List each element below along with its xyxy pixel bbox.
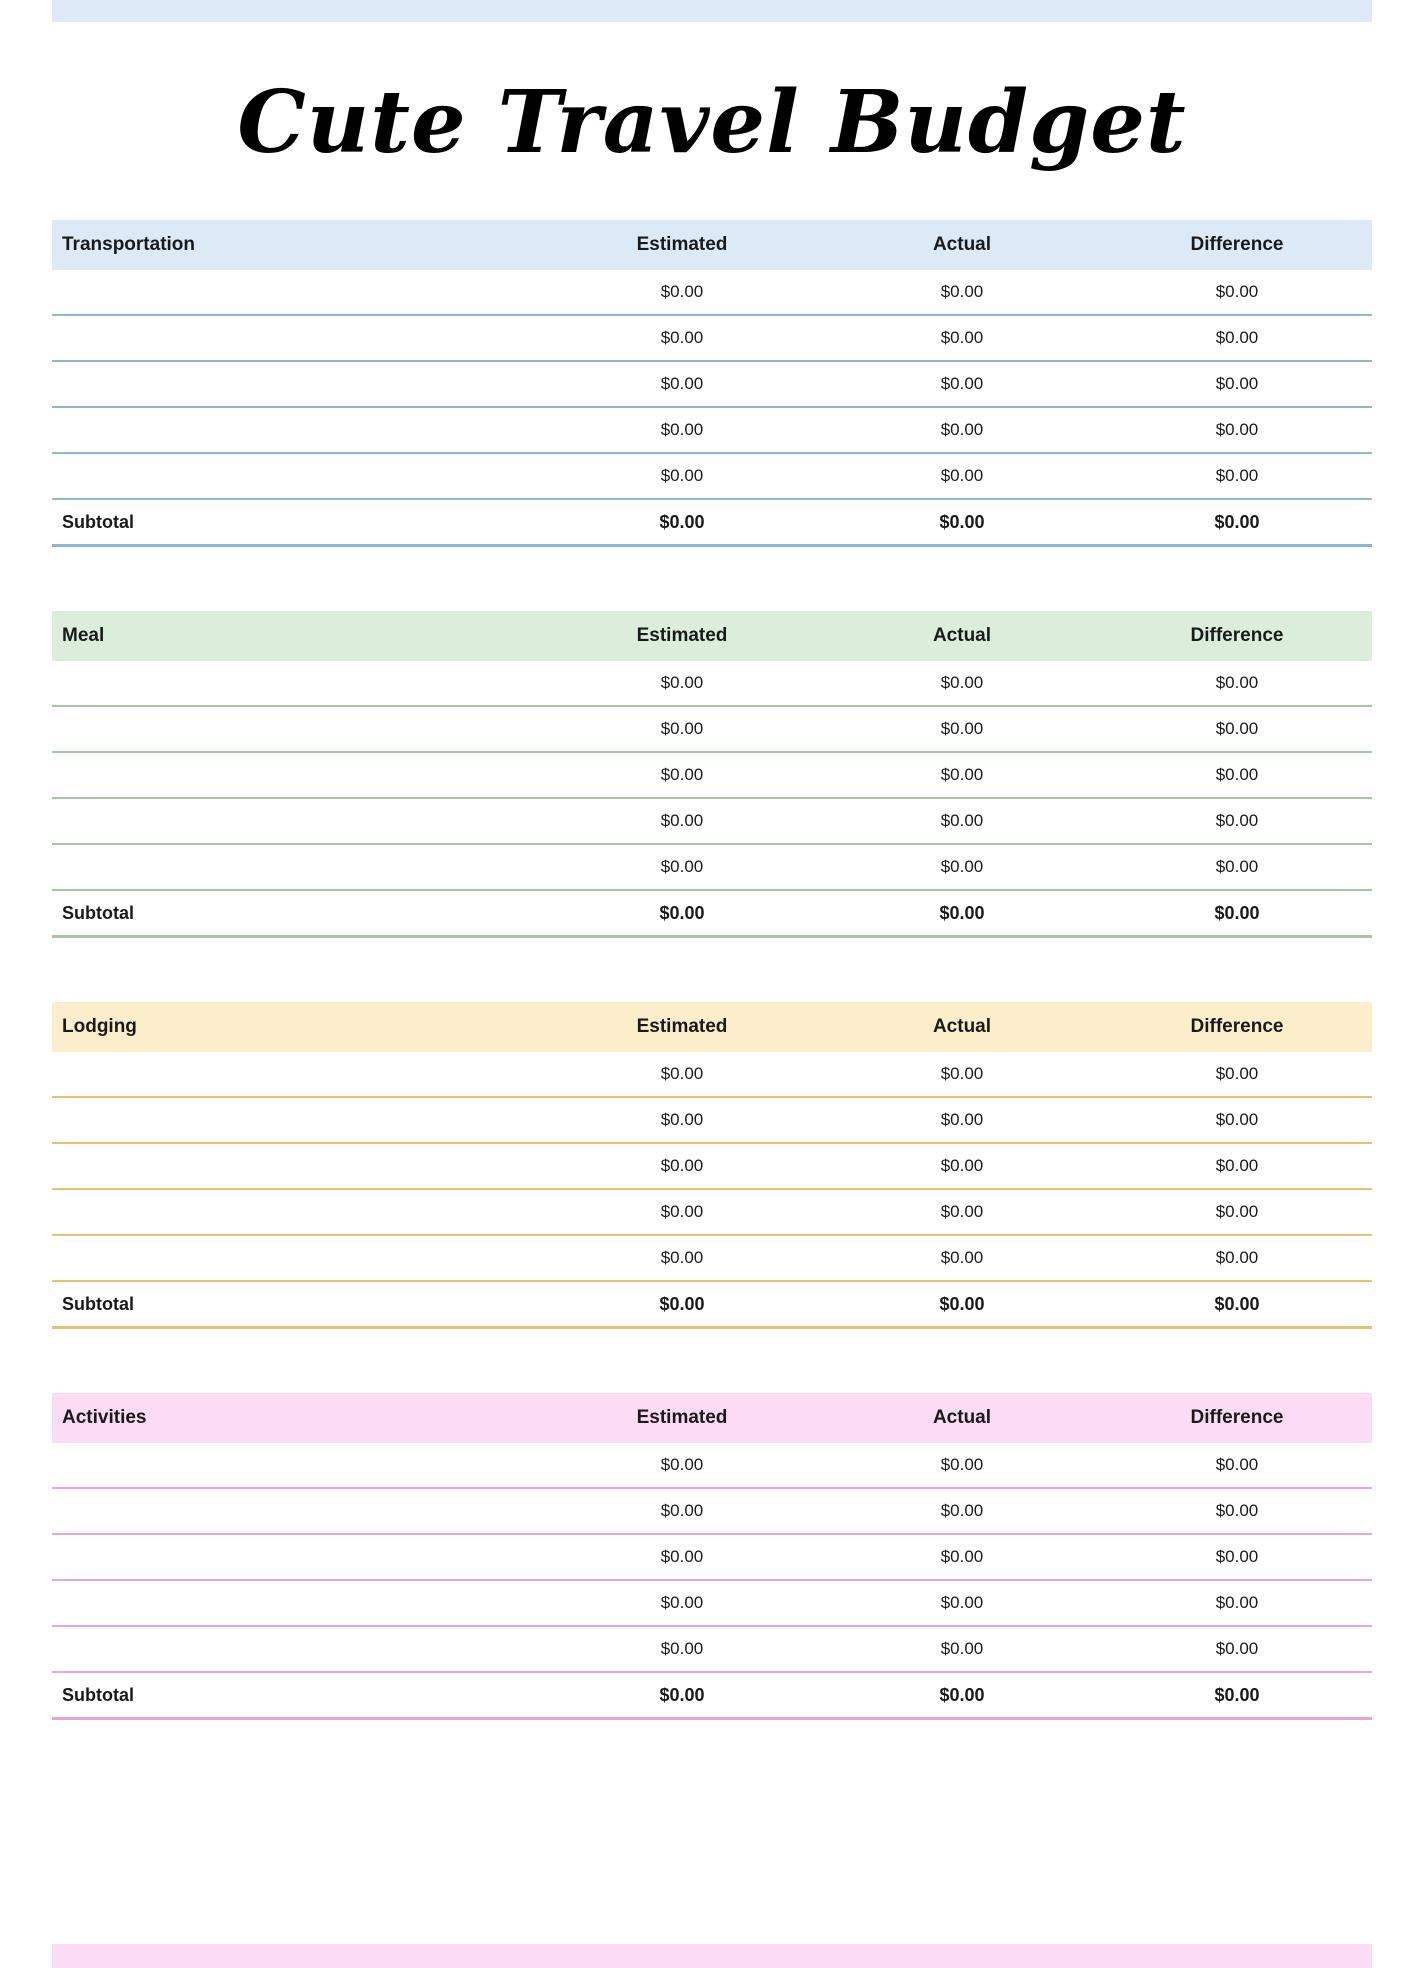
table-row[interactable]: [52, 844, 1372, 890]
subtotal-actual: $0.00: [822, 1281, 1102, 1328]
row-estimated-cell[interactable]: $0.00: [542, 706, 822, 752]
row-difference-cell: $0.00: [1102, 270, 1372, 315]
column-header-estimated: Estimated: [636, 1407, 728, 1429]
row-label-cell[interactable]: [52, 1052, 542, 1097]
column-header-actual: Actual: [932, 1016, 992, 1038]
row-label-cell[interactable]: [52, 453, 542, 499]
column-header-actual: Actual: [932, 1407, 992, 1429]
row-actual-cell[interactable]: $0.00: [822, 1443, 1102, 1488]
row-actual-cell[interactable]: $0.00: [822, 1143, 1102, 1189]
column-header-estimated: Estimated: [636, 625, 728, 647]
row-label-cell[interactable]: [52, 1143, 542, 1189]
row-label-cell[interactable]: [52, 844, 542, 890]
budget-table-lodging: [52, 1002, 1372, 1329]
table-header-row: [52, 1002, 1372, 1052]
table-row[interactable]: [52, 1097, 1372, 1143]
row-actual-cell[interactable]: $0.00: [822, 315, 1102, 361]
row-actual-cell[interactable]: $0.00: [822, 1189, 1102, 1235]
table-row[interactable]: [52, 1052, 1372, 1097]
row-difference-cell: $0.00: [1102, 1443, 1372, 1488]
row-actual-cell[interactable]: $0.00: [822, 270, 1102, 315]
row-label-cell[interactable]: [52, 1097, 542, 1143]
row-label-cell[interactable]: [52, 270, 542, 315]
row-estimated-cell[interactable]: $0.00: [542, 798, 822, 844]
row-estimated-cell[interactable]: $0.00: [542, 1235, 822, 1281]
row-estimated-cell[interactable]: $0.00: [542, 1443, 822, 1488]
budget-sections: [0, 220, 1424, 1720]
column-header-actual: Actual: [932, 625, 992, 647]
table-row[interactable]: [52, 1488, 1372, 1534]
row-actual-cell[interactable]: $0.00: [822, 1052, 1102, 1097]
row-actual-cell[interactable]: $0.00: [822, 407, 1102, 453]
section-title-meal: Meal: [62, 625, 105, 647]
row-label-cell[interactable]: [52, 407, 542, 453]
row-actual-cell[interactable]: $0.00: [822, 1235, 1102, 1281]
row-label-cell[interactable]: [52, 1626, 542, 1672]
table-row[interactable]: [52, 1626, 1372, 1672]
page-title: Cute Travel Budget: [237, 72, 1187, 173]
row-label-cell[interactable]: [52, 1235, 542, 1281]
bottom-accent-bar: [52, 1944, 1372, 1968]
section-title-activities: Activities: [62, 1407, 147, 1429]
row-estimated-cell[interactable]: $0.00: [542, 752, 822, 798]
row-difference-cell: $0.00: [1102, 315, 1372, 361]
table-row[interactable]: [52, 1143, 1372, 1189]
row-difference-cell: $0.00: [1102, 1052, 1372, 1097]
row-difference-cell: $0.00: [1102, 1534, 1372, 1580]
row-estimated-cell[interactable]: $0.00: [542, 270, 822, 315]
table-row[interactable]: [52, 1580, 1372, 1626]
row-difference-cell: $0.00: [1102, 1580, 1372, 1626]
row-label-cell[interactable]: [52, 661, 542, 706]
table-row[interactable]: [52, 706, 1372, 752]
row-label-cell[interactable]: [52, 1580, 542, 1626]
row-difference-cell: $0.00: [1102, 1235, 1372, 1281]
row-actual-cell[interactable]: $0.00: [822, 1580, 1102, 1626]
row-label-cell[interactable]: [52, 315, 542, 361]
subtotal-estimated: $0.00: [542, 1281, 822, 1328]
table-row[interactable]: [52, 270, 1372, 315]
table-row[interactable]: [52, 1443, 1372, 1488]
table-row[interactable]: [52, 407, 1372, 453]
subtotal-label: Subtotal: [52, 890, 542, 937]
row-estimated-cell[interactable]: $0.00: [542, 1052, 822, 1097]
subtotal-estimated: $0.00: [542, 499, 822, 546]
table-row[interactable]: [52, 315, 1372, 361]
row-difference-cell: $0.00: [1102, 1143, 1372, 1189]
row-difference-cell: $0.00: [1102, 844, 1372, 890]
row-actual-cell[interactable]: $0.00: [822, 1626, 1102, 1672]
column-header-difference: Difference: [1190, 234, 1284, 256]
budget-table-meal: [52, 611, 1372, 938]
table-header-row: [52, 220, 1372, 270]
row-difference-cell: $0.00: [1102, 706, 1372, 752]
row-estimated-cell[interactable]: $0.00: [542, 661, 822, 706]
section-title-lodging: Lodging: [62, 1016, 137, 1038]
subtotal-row: [52, 499, 1372, 546]
row-difference-cell: $0.00: [1102, 361, 1372, 407]
row-difference-cell: $0.00: [1102, 407, 1372, 453]
subtotal-estimated: $0.00: [542, 890, 822, 937]
row-actual-cell[interactable]: $0.00: [822, 798, 1102, 844]
row-label-cell[interactable]: [52, 706, 542, 752]
row-label-cell[interactable]: [52, 361, 542, 407]
table-row[interactable]: [52, 1189, 1372, 1235]
section-title-transportation: Transportation: [62, 234, 196, 256]
subtotal-label: Subtotal: [52, 1672, 542, 1719]
row-label-cell[interactable]: [52, 798, 542, 844]
subtotal-actual: $0.00: [822, 890, 1102, 937]
row-estimated-cell[interactable]: $0.00: [542, 1189, 822, 1235]
column-header-estimated: Estimated: [636, 1016, 728, 1038]
row-estimated-cell[interactable]: $0.00: [542, 1488, 822, 1534]
budget-table-transportation: [52, 220, 1372, 547]
row-label-cell[interactable]: [52, 1488, 542, 1534]
subtotal-estimated: $0.00: [542, 1672, 822, 1719]
row-difference-cell: $0.00: [1102, 453, 1372, 499]
subtotal-row: [52, 890, 1372, 937]
row-actual-cell[interactable]: $0.00: [822, 661, 1102, 706]
subtotal-difference: $0.00: [1102, 499, 1372, 546]
row-difference-cell: $0.00: [1102, 1097, 1372, 1143]
column-header-difference: Difference: [1190, 1016, 1284, 1038]
row-estimated-cell[interactable]: $0.00: [542, 361, 822, 407]
budget-table-activities: [52, 1393, 1372, 1720]
row-actual-cell[interactable]: $0.00: [822, 752, 1102, 798]
subtotal-actual: $0.00: [822, 1672, 1102, 1719]
row-estimated-cell[interactable]: $0.00: [542, 844, 822, 890]
row-estimated-cell[interactable]: $0.00: [542, 1534, 822, 1580]
row-difference-cell: $0.00: [1102, 661, 1372, 706]
subtotal-row: [52, 1281, 1372, 1328]
column-header-estimated: Estimated: [636, 234, 728, 256]
table-row[interactable]: [52, 661, 1372, 706]
row-difference-cell: $0.00: [1102, 798, 1372, 844]
subtotal-difference: $0.00: [1102, 890, 1372, 937]
subtotal-label: Subtotal: [52, 499, 542, 546]
subtotal-label: Subtotal: [52, 1281, 542, 1328]
row-label-cell[interactable]: [52, 752, 542, 798]
row-actual-cell[interactable]: $0.00: [822, 706, 1102, 752]
row-estimated-cell[interactable]: $0.00: [542, 1097, 822, 1143]
column-header-difference: Difference: [1190, 625, 1284, 647]
row-actual-cell[interactable]: $0.00: [822, 1534, 1102, 1580]
row-actual-cell[interactable]: $0.00: [822, 1488, 1102, 1534]
row-actual-cell[interactable]: $0.00: [822, 1097, 1102, 1143]
subtotal-actual: $0.00: [822, 499, 1102, 546]
column-header-actual: Actual: [932, 234, 992, 256]
row-difference-cell: $0.00: [1102, 1488, 1372, 1534]
table-row[interactable]: [52, 798, 1372, 844]
subtotal-difference: $0.00: [1102, 1672, 1372, 1719]
row-estimated-cell[interactable]: $0.00: [542, 1143, 822, 1189]
table-row[interactable]: [52, 361, 1372, 407]
row-difference-cell: $0.00: [1102, 1626, 1372, 1672]
row-difference-cell: $0.00: [1102, 752, 1372, 798]
row-estimated-cell[interactable]: $0.00: [542, 1580, 822, 1626]
subtotal-difference: $0.00: [1102, 1281, 1372, 1328]
row-estimated-cell[interactable]: $0.00: [542, 1626, 822, 1672]
row-actual-cell[interactable]: $0.00: [822, 453, 1102, 499]
table-header-row: [52, 611, 1372, 661]
subtotal-row: [52, 1672, 1372, 1719]
row-label-cell[interactable]: [52, 1534, 542, 1580]
row-estimated-cell[interactable]: $0.00: [542, 453, 822, 499]
row-label-cell[interactable]: [52, 1189, 542, 1235]
table-row[interactable]: [52, 1534, 1372, 1580]
table-row[interactable]: [52, 453, 1372, 499]
row-difference-cell: $0.00: [1102, 1189, 1372, 1235]
table-row[interactable]: [52, 752, 1372, 798]
row-estimated-cell[interactable]: $0.00: [542, 407, 822, 453]
table-header-row: [52, 1393, 1372, 1443]
row-actual-cell[interactable]: $0.00: [822, 361, 1102, 407]
row-label-cell[interactable]: [52, 1443, 542, 1488]
column-header-difference: Difference: [1190, 1407, 1284, 1429]
row-actual-cell[interactable]: $0.00: [822, 844, 1102, 890]
table-row[interactable]: [52, 1235, 1372, 1281]
row-estimated-cell[interactable]: $0.00: [542, 315, 822, 361]
